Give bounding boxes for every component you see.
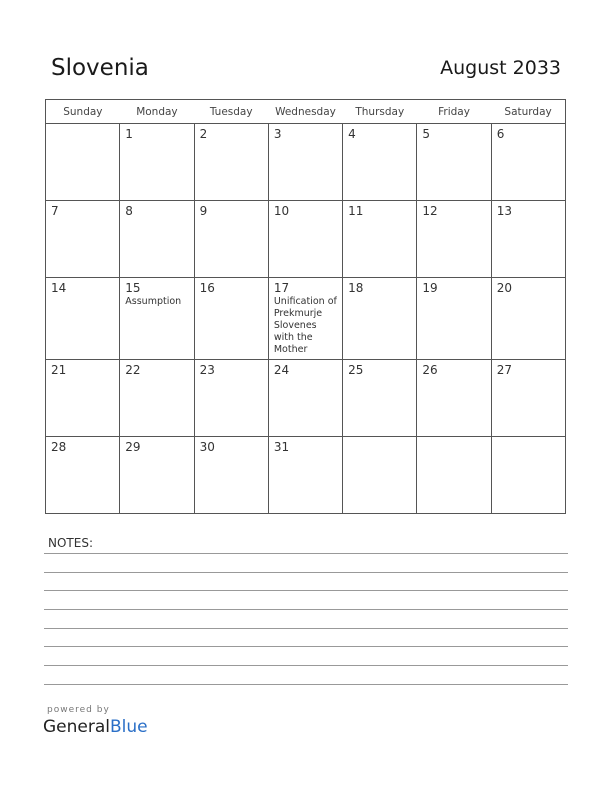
generalblue-logo (43, 717, 148, 737)
day-cell (343, 437, 417, 514)
notes-label: NOTES: (48, 536, 93, 550)
day-number: 30 (199, 440, 215, 454)
day-number: 15 (125, 281, 141, 295)
day-number: 19 (422, 281, 438, 295)
day-number: 28 (51, 440, 67, 454)
day-number: 5 (422, 127, 431, 141)
weekday-sunday: Sunday (46, 100, 120, 124)
day-number: 29 (125, 440, 141, 454)
day-cell (491, 201, 565, 278)
day-cell (491, 278, 565, 360)
day-cell (194, 360, 268, 437)
day-number: 21 (51, 363, 67, 377)
day-cell (46, 278, 120, 360)
day-cell (120, 437, 194, 514)
notes-line (44, 628, 568, 629)
day-number: 23 (199, 363, 215, 377)
day-cell (194, 201, 268, 278)
day-cell (343, 360, 417, 437)
week-row (46, 278, 566, 360)
day-number: 27 (496, 363, 512, 377)
day-cell (46, 360, 120, 437)
day-number: 7 (51, 204, 59, 218)
day-number: 24 (273, 363, 290, 377)
day-number: 9 (199, 204, 208, 218)
day-number: 3 (273, 127, 282, 141)
day-cell (491, 360, 565, 437)
day-number: 6 (496, 127, 505, 141)
day-cell (417, 360, 491, 437)
powered-by-text: powered by (47, 705, 110, 715)
day-number: 16 (199, 281, 215, 295)
day-cell (120, 360, 194, 437)
day-cell (194, 437, 268, 514)
weekday-saturday: Saturday (491, 100, 565, 124)
notes-line (44, 665, 568, 666)
day-number: 10 (273, 204, 290, 218)
day-cell (491, 437, 565, 514)
day-number: 31 (273, 440, 290, 454)
day-cell (46, 124, 120, 201)
week-row (46, 437, 566, 514)
weekday-wednesday: Wednesday (268, 100, 342, 124)
month-title: August 2033 (440, 57, 561, 79)
weekday-friday: Friday (417, 100, 491, 124)
day-cell (268, 360, 342, 437)
day-cell (120, 124, 194, 201)
day-number: 11 (348, 204, 364, 218)
holiday-label: Unification of Prekmurje Slovenes with the Mother (273, 296, 337, 355)
calendar-grid (45, 99, 566, 514)
day-cell (194, 124, 268, 201)
day-number: 13 (496, 204, 512, 218)
country-title: Slovenia (51, 55, 149, 81)
day-number: 2 (199, 127, 208, 141)
day-cell (268, 278, 342, 360)
day-number: 25 (348, 363, 364, 377)
week-row (46, 124, 566, 201)
day-cell (491, 124, 565, 201)
day-cell (120, 278, 194, 360)
logo-general: General (43, 717, 110, 737)
day-cell (343, 124, 417, 201)
notes-line (44, 609, 568, 610)
notes-line (44, 684, 568, 685)
week-row (46, 201, 566, 278)
week-row (46, 360, 566, 437)
notes-line (44, 646, 568, 647)
day-cell (268, 437, 342, 514)
day-number: 4 (348, 127, 356, 141)
day-cell (268, 201, 342, 278)
day-cell (46, 201, 120, 278)
day-number: 12 (422, 204, 438, 218)
day-number: 14 (51, 281, 67, 295)
day-cell (46, 437, 120, 514)
weekday-monday: Monday (120, 100, 194, 124)
day-number: 22 (125, 363, 141, 377)
day-cell (417, 201, 491, 278)
day-cell (417, 278, 491, 360)
weekday-tuesday: Tuesday (194, 100, 268, 124)
day-number: 17 (273, 281, 290, 295)
notes-line (44, 553, 568, 554)
day-number: 18 (348, 281, 364, 295)
day-cell (417, 437, 491, 514)
day-number: 8 (125, 204, 133, 218)
logo-blue: Blue (110, 717, 148, 737)
holiday-label: Assumption (125, 296, 182, 307)
day-cell (194, 278, 268, 360)
weekday-header-row (46, 100, 566, 124)
notes-line (44, 590, 568, 591)
day-cell (343, 201, 417, 278)
day-cell (343, 278, 417, 360)
day-cell (417, 124, 491, 201)
day-number: 26 (422, 363, 438, 377)
day-number: 1 (125, 127, 133, 141)
day-cell (120, 201, 194, 278)
weekday-thursday: Thursday (343, 100, 417, 124)
notes-line (44, 572, 568, 573)
day-number: 20 (496, 281, 512, 295)
day-cell (268, 124, 342, 201)
